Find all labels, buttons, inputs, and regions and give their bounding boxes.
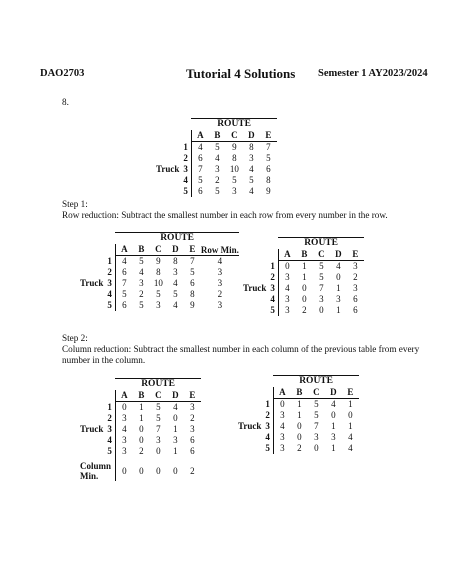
truck-number: 5: [265, 443, 270, 453]
cost-cell: 5: [139, 300, 144, 310]
column-header-B: B: [291, 387, 308, 399]
cost-cell: 1: [331, 443, 336, 453]
cost-cell: 4: [173, 300, 178, 310]
cost-cell: 4: [331, 399, 336, 409]
cost-cell: 3: [273, 432, 291, 443]
spacer-cell: [156, 175, 183, 186]
spacer-cell: [183, 130, 191, 142]
spacer-cell: [107, 233, 115, 245]
cost-cell: 0: [302, 283, 307, 293]
truck-label: Truck: [80, 424, 104, 434]
col-min-label: Column Min.: [80, 461, 112, 481]
spacer-cell: [156, 186, 183, 197]
spacer-cell: [80, 267, 107, 278]
cost-cell: 3: [156, 300, 161, 310]
cost-cell: 5: [156, 289, 161, 299]
cost-cell: 3: [273, 410, 291, 421]
cost-cell: 2: [302, 305, 307, 315]
cost-cell: 3: [314, 432, 319, 442]
cost-cell: 4: [278, 283, 296, 294]
truck-number: 3: [107, 424, 112, 434]
spacer-cell: [80, 256, 107, 268]
cost-cell: 0: [173, 413, 178, 423]
cost-cell: 7: [156, 424, 161, 434]
step1-heading: Step 1:: [62, 199, 88, 209]
cost-cell: 1: [336, 305, 341, 315]
cost-cell: 3: [353, 283, 358, 293]
table-row: [238, 410, 359, 421]
truck-number: 5: [107, 446, 112, 456]
cost-cell: 1: [348, 399, 353, 409]
row-min-value: 3: [217, 300, 223, 310]
column-header-A: A: [278, 249, 296, 261]
cost-cell: 5: [314, 399, 319, 409]
cost-cell: 1: [331, 421, 336, 431]
cost-cell: 1: [302, 272, 307, 282]
cost-cell: 5: [190, 267, 195, 277]
cost-cell: 5: [266, 153, 271, 163]
spacer-cell: [80, 289, 107, 300]
cost-cell: 3: [173, 267, 178, 277]
cost-cell: 7: [115, 278, 133, 289]
truck-number: 1: [107, 255, 112, 266]
step2-text: Column reduction: Subtract the smallest number in each column of the previous table from every number in the column.: [62, 344, 420, 365]
cost-cell: 3: [278, 305, 296, 316]
table-row: [243, 283, 364, 294]
column-header-C: C: [150, 390, 167, 402]
cost-cell: 7: [319, 283, 324, 293]
cost-cell: 4: [249, 186, 254, 196]
truck-number: 2: [270, 272, 275, 282]
cost-cell: 4: [173, 278, 178, 288]
cost-cell: 1: [173, 446, 178, 456]
cost-cell: 9: [266, 186, 271, 196]
truck-number: 2: [107, 413, 112, 423]
cost-cell: 6: [115, 300, 133, 311]
column-header-D: D: [243, 130, 260, 142]
cost-cell: 9: [156, 256, 161, 266]
cost-cell: 4: [336, 261, 341, 271]
spacer-cell: [80, 379, 107, 391]
semester-label: Semester 1 AY2023/2024: [318, 68, 428, 79]
cost-cell: 1: [297, 399, 302, 409]
truck-label: Truck: [243, 283, 267, 293]
cost-cell: 8: [266, 175, 271, 185]
column-header-E: E: [184, 390, 201, 402]
cost-cell: 10: [153, 278, 163, 288]
table-row: [80, 435, 201, 446]
cost-cell: 5: [139, 256, 144, 266]
truck-number: 1: [270, 260, 275, 271]
cost-cell: 8: [249, 142, 254, 152]
cost-cell: 8: [190, 289, 195, 299]
cost-cell: 3: [139, 278, 144, 288]
cost-cell: 0: [319, 305, 324, 315]
cost-cell: 3: [249, 153, 254, 163]
truck-number: 4: [270, 294, 275, 304]
cost-table-col-min: [80, 378, 201, 481]
cost-cell: 3: [273, 443, 291, 454]
cost-cell: 9: [232, 142, 237, 152]
cost-cell: 7: [266, 142, 271, 152]
cost-cell: 5: [232, 175, 237, 185]
spacer-cell: [80, 233, 107, 245]
cost-cell: 4: [348, 432, 353, 442]
spacer-cell: [80, 435, 107, 446]
truck-label: Truck: [156, 164, 180, 174]
route-title: ROUTE: [278, 238, 364, 250]
cost-cell: 2: [139, 289, 144, 299]
route-title: ROUTE: [115, 233, 239, 245]
col-min-value: 0: [115, 457, 133, 481]
column-header-E: E: [347, 249, 364, 261]
cost-cell: 8: [232, 153, 237, 163]
cost-cell: 0: [115, 402, 133, 414]
question-number: 8.: [62, 97, 69, 107]
spacer-cell: [243, 272, 270, 283]
cost-cell: 3: [319, 294, 324, 304]
cost-cell: 1: [336, 283, 341, 293]
cost-cell: 6: [190, 446, 195, 456]
row-min-header: Row Min.: [200, 244, 239, 255]
table-row: [156, 153, 277, 164]
col-min-value: 0: [173, 465, 178, 476]
spacer-cell: [107, 379, 115, 391]
spacer-cell: [265, 376, 273, 388]
cost-cell: 5: [191, 175, 209, 186]
cost-cell: 6: [266, 164, 271, 174]
column-header-E: E: [184, 244, 201, 256]
truck-number: 1: [107, 401, 112, 412]
truck-number: 2: [265, 410, 270, 420]
column-header-B: B: [133, 390, 150, 402]
column-header-A: A: [191, 130, 209, 142]
table-row: [243, 305, 364, 316]
row-min-value: 2: [217, 289, 223, 299]
column-header-A: A: [115, 244, 133, 256]
spacer-cell: [243, 305, 270, 316]
column-header-B: B: [296, 249, 313, 261]
truck-number: 2: [107, 267, 112, 277]
table-row: [80, 278, 239, 289]
col-min-value: 2: [190, 465, 195, 476]
spacer-cell: [238, 443, 265, 454]
cost-cell: 0: [139, 435, 144, 445]
spacer-cell: [107, 244, 115, 256]
cost-cell: 7: [191, 164, 209, 175]
cost-cell: 0: [297, 421, 302, 431]
cost-cell: 0: [302, 294, 307, 304]
cost-cell: 6: [353, 305, 358, 315]
cost-cell: 0: [331, 410, 336, 420]
table-row: [238, 421, 359, 432]
truck-number: 2: [183, 153, 188, 163]
cost-cell: 3: [115, 435, 133, 446]
spacer-cell: [156, 153, 183, 164]
cost-cell: 4: [273, 421, 291, 432]
table-row: [156, 164, 277, 175]
spacer-cell: [243, 238, 270, 250]
cost-cell: 3: [115, 413, 133, 424]
cost-cell: 2: [190, 413, 195, 423]
cost-cell: 7: [190, 256, 195, 266]
table-row: [238, 399, 359, 411]
cost-cell: 4: [115, 424, 133, 435]
cost-cell: 1: [173, 424, 178, 434]
table-row: [80, 402, 201, 414]
column-header-B: B: [209, 130, 226, 142]
column-header-A: A: [115, 390, 133, 402]
cost-cell: 4: [215, 153, 220, 163]
spacer-cell: [80, 446, 107, 457]
cost-cell: 3: [190, 424, 195, 434]
page-title: Tutorial 4 Solutions: [186, 66, 296, 81]
cost-cell: 3: [190, 402, 195, 412]
cost-cell: 5: [319, 261, 324, 271]
table-row: [243, 261, 364, 273]
cost-cell: 6: [191, 186, 209, 197]
table-row: [156, 142, 277, 154]
cost-cell: 2: [139, 446, 144, 456]
cost-cell: 10: [229, 164, 239, 174]
table-row: [156, 175, 277, 186]
cost-cell: 4: [139, 267, 144, 277]
truck-number: 5: [183, 186, 188, 196]
cost-cell: 5: [156, 413, 161, 423]
truck-number: 4: [107, 435, 112, 445]
cost-cell: 0: [139, 424, 144, 434]
truck-number: 5: [107, 300, 112, 310]
cost-cell: 1: [297, 410, 302, 420]
route-title: ROUTE: [273, 376, 359, 388]
cost-cell: 0: [348, 410, 353, 420]
spacer-cell: [156, 142, 183, 154]
column-header-A: A: [273, 387, 291, 399]
cost-cell: 1: [348, 421, 353, 431]
spacer-cell: [238, 410, 265, 421]
spacer-cell: [243, 294, 270, 305]
truck-number: 5: [270, 305, 275, 315]
cost-cell: 3: [331, 432, 336, 442]
spacer-cell: [270, 238, 278, 250]
cost-cell: 2: [353, 272, 358, 282]
truck-number: 4: [265, 432, 270, 442]
cost-cell: 5: [215, 186, 220, 196]
table-row: [80, 256, 239, 268]
cost-cell: 3: [115, 446, 133, 457]
cost-cell: 4: [191, 142, 209, 154]
spacer-cell: [80, 413, 107, 424]
cost-cell: 6: [191, 153, 209, 164]
table-row: [80, 413, 201, 424]
column-header-E: E: [260, 130, 277, 142]
column-header-C: C: [150, 244, 167, 256]
spacer-cell: [270, 249, 278, 261]
cost-cell: 5: [314, 410, 319, 420]
table-row: [80, 300, 239, 311]
col-min-value: 0: [139, 465, 144, 476]
cost-cell: 7: [314, 421, 319, 431]
table-row: [80, 267, 239, 278]
spacer-cell: [238, 432, 265, 443]
step2-heading: Step 2:: [62, 333, 88, 343]
cost-cell: 0: [273, 399, 291, 411]
step1-text: Row reduction: Subtract the smallest number in each row from every number in the row.: [62, 210, 388, 220]
column-header-D: D: [167, 390, 184, 402]
cost-cell: 5: [249, 175, 254, 185]
column-header-B: B: [133, 244, 150, 256]
table-row: [243, 294, 364, 305]
truck-number: 4: [107, 289, 112, 299]
spacer-cell: [107, 390, 115, 402]
column-header-D: D: [330, 249, 347, 261]
course-code: DAO2703: [40, 68, 85, 79]
cost-cell: 2: [297, 443, 302, 453]
spacer-cell: [156, 119, 183, 131]
table-row: [243, 272, 364, 283]
spacer-cell: [156, 130, 183, 142]
cost-cell: 1: [302, 261, 307, 271]
truck-number: 1: [265, 398, 270, 409]
truck-number: 4: [183, 175, 188, 185]
column-header-E: E: [342, 387, 359, 399]
table-row: [238, 443, 359, 454]
row-min-value: 3: [217, 267, 223, 277]
truck-number: 3: [183, 164, 188, 174]
spacer-cell: [265, 387, 273, 399]
truck-number: 3: [265, 421, 270, 431]
table-row: [80, 289, 239, 300]
cost-cell: 3: [278, 294, 296, 305]
cost-cell: 4: [348, 443, 353, 453]
route-title: ROUTE: [115, 379, 201, 391]
cost-cell: 5: [319, 272, 324, 282]
row-min-value: 3: [217, 278, 223, 288]
spacer-cell: [80, 244, 107, 256]
cost-table-row-min: [80, 232, 239, 311]
truck-label: Truck: [238, 421, 262, 431]
spacer-cell: [183, 119, 191, 131]
cost-table-col-reduced: [238, 375, 359, 454]
cost-cell: 5: [115, 289, 133, 300]
column-header-C: C: [313, 249, 330, 261]
spacer-cell: [238, 387, 265, 399]
cost-cell: 5: [156, 402, 161, 412]
cost-cell: 3: [156, 435, 161, 445]
column-header-D: D: [325, 387, 342, 399]
cost-cell: 3: [173, 435, 178, 445]
column-header-C: C: [226, 130, 243, 142]
cost-cell: 0: [336, 272, 341, 282]
spacer-cell: [243, 261, 270, 273]
cost-cell: 6: [190, 278, 195, 288]
cost-cell: 3: [278, 272, 296, 283]
cost-cell: 3: [215, 164, 220, 174]
cost-cell: 9: [190, 300, 195, 310]
cost-cell: 4: [249, 164, 254, 174]
cost-cell: 6: [115, 267, 133, 278]
cost-cell: 1: [139, 402, 144, 412]
column-header-C: C: [308, 387, 325, 399]
spacer-cell: [238, 399, 265, 411]
table-row: [80, 424, 201, 435]
truck-number: 1: [183, 141, 188, 152]
cost-cell: 5: [215, 142, 220, 152]
cost-cell: 8: [173, 256, 178, 266]
table-row: [238, 432, 359, 443]
cost-cell: 6: [353, 294, 358, 304]
truck-label: Truck: [80, 278, 104, 288]
cost-cell: 0: [297, 432, 302, 442]
cost-cell: 8: [156, 267, 161, 277]
table-row: [156, 186, 277, 197]
truck-number: 3: [107, 278, 112, 288]
cost-table-row-reduced: [243, 237, 364, 316]
cost-cell: 0: [314, 443, 319, 453]
cost-cell: 4: [115, 256, 133, 268]
cost-cell: 3: [232, 186, 237, 196]
cost-cell: 5: [173, 289, 178, 299]
cost-cell: 3: [353, 261, 358, 271]
col-min-value: 0: [156, 465, 161, 476]
cost-cell: 2: [215, 175, 220, 185]
spacer-cell: [80, 300, 107, 311]
route-title: ROUTE: [191, 119, 277, 131]
cost-cell: 0: [156, 446, 161, 456]
cost-table-original: [156, 118, 277, 197]
cost-cell: 0: [278, 261, 296, 273]
cost-cell: 3: [336, 294, 341, 304]
cost-cell: 4: [173, 402, 178, 412]
spacer-cell: [80, 390, 107, 402]
cost-cell: 6: [190, 435, 195, 445]
spacer-cell: [238, 376, 265, 388]
truck-number: 3: [270, 283, 275, 293]
spacer-cell: [80, 402, 107, 414]
row-min-value: 4: [217, 256, 223, 266]
column-header-D: D: [167, 244, 184, 256]
spacer-cell: [243, 249, 270, 261]
table-row: [80, 446, 201, 457]
cost-cell: 1: [139, 413, 144, 423]
